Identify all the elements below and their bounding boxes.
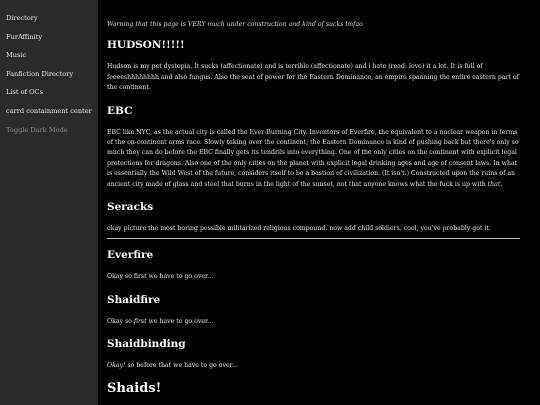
nav-list-of-ocs[interactable]: List of OCs: [6, 88, 43, 97]
divider: [107, 238, 520, 239]
emphasis-okay: Okay!: [107, 362, 126, 370]
section-title-everfire: Everfire: [107, 249, 154, 262]
nav-furaffinity[interactable]: FurAffinity: [6, 32, 43, 41]
section-body-ebc: EBC like NYC, as the actual city is called the Ever-Burning City. Inventors of Everfire, the equivalent to a nuclear weapon in terms of the on-continent arms race. Slowly taking over the continent; the Eastern Dominance is kind of pushing back but there's only so much they can do before the EBC finally gets its tendrils into everything. One of the only cities on the continent with explicit legal protections for dragons. Also one of the only cities on the planet with explicit legal drinking ages and age of consent laws. In what is essentially the Wild West of the future, considers itself to be a bastion of civilization. (It isn't.) Constructed upon the ruins of an ancient city made of glass and steel that burns in the light of the sunset, not that anyone knows what the fuck is up with that.: [107, 128, 519, 188]
nav-directory[interactable]: Directory: [6, 14, 38, 22]
nav-music[interactable]: Music: [6, 51, 27, 60]
section-title-shaids: Shaids!: [107, 380, 162, 396]
construction-warning: Warning that this page is VERY much under construction and kind of sucks lmfao: [107, 21, 363, 28]
section-title-shaidbinding: Shaidbinding: [107, 338, 186, 351]
section-body-hudson: Hudson is my pet dystopia. It sucks (affectionate) and is terrible (affectionate) and i hate (read: love) it a lot. It is full of feeeeshhhhhhhh and also fungus. Also the seat of power for the Eastern Dominance, an empire spanning the entire eastern part of the continent.: [107, 63, 519, 92]
toggle-dark-mode-button[interactable]: Toggle Dark Mode: [6, 125, 68, 134]
section-title-hudson: HUDSON!!!!!: [107, 39, 185, 52]
emphasis-first: first: [133, 317, 147, 325]
section-title-shaidfire: Shaidfire: [107, 293, 161, 306]
section-body-seracks: okay picture the most boring possible militarized religious compound. now add child soldiers. cool, you've probably got it.: [107, 225, 491, 233]
section-title-seracks: Seracks: [107, 201, 154, 214]
section-body-everfire: Okay so first we have to go over...: [107, 273, 214, 281]
section-body-shaidfire: Okay so first we have to go over...: [107, 317, 214, 325]
nav-carrd-containment-center[interactable]: carrd containment center: [6, 106, 92, 115]
emphasis-that: that: [487, 180, 501, 188]
section-title-ebc: EBC: [107, 104, 133, 117]
section-body-shaidbinding: Okay! so before that we have to go over...: [107, 362, 238, 370]
nav-fanfiction-directory[interactable]: Fanfiction Directory: [6, 69, 74, 78]
main-content: [98, 0, 540, 405]
sidebar: [0, 0, 98, 405]
